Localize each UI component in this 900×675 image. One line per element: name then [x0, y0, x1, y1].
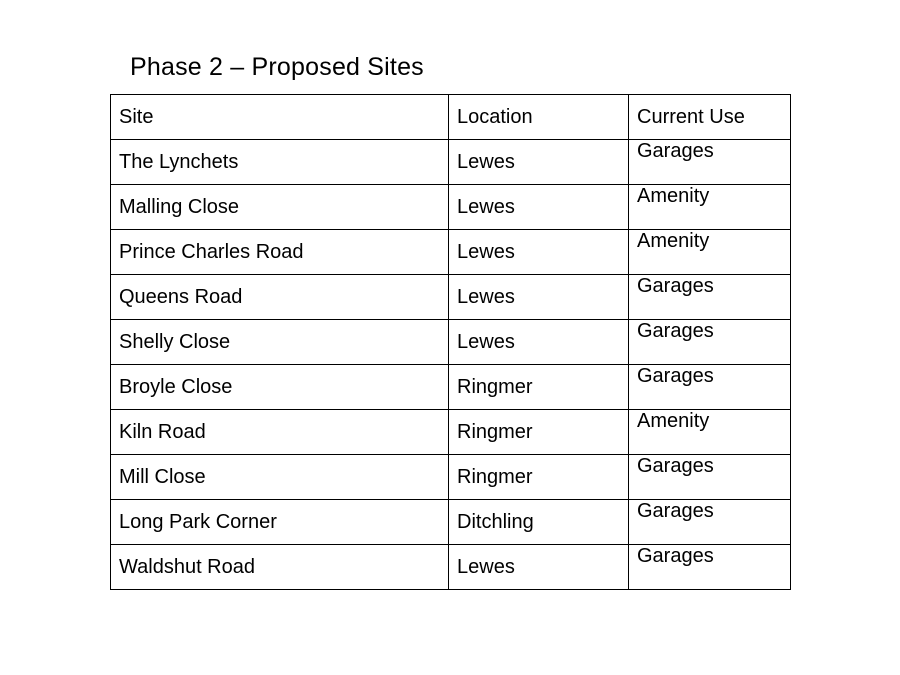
cell-current-use: Garages — [629, 320, 791, 365]
table-row — [111, 545, 791, 590]
table-row — [111, 455, 791, 500]
cell-site: Waldshut Road — [111, 545, 449, 590]
cell-site: Shelly Close — [111, 320, 449, 365]
cell-location: Lewes — [449, 545, 629, 590]
table-row — [111, 410, 791, 455]
page-title: Phase 2 – Proposed Sites — [130, 53, 424, 81]
cell-location: Lewes — [449, 275, 629, 320]
cell-location: Ringmer — [449, 455, 629, 500]
cell-current-use: Garages — [629, 365, 791, 410]
table-header-row — [111, 95, 791, 140]
cell-site: Queens Road — [111, 275, 449, 320]
cell-current-use: Garages — [629, 455, 791, 500]
cell-current-use: Garages — [629, 545, 791, 590]
cell-current-use: Amenity — [629, 410, 791, 455]
cell-location: Lewes — [449, 185, 629, 230]
cell-location: Lewes — [449, 230, 629, 275]
cell-site: Long Park Corner — [111, 500, 449, 545]
column-header-site: Site — [111, 95, 449, 140]
proposed-sites-table — [110, 94, 791, 590]
cell-site: Malling Close — [111, 185, 449, 230]
cell-site: Prince Charles Road — [111, 230, 449, 275]
cell-location: Lewes — [449, 140, 629, 185]
cell-site: Kiln Road — [111, 410, 449, 455]
cell-current-use: Garages — [629, 500, 791, 545]
table-row — [111, 320, 791, 365]
cell-current-use: Garages — [629, 275, 791, 320]
cell-current-use: Amenity — [629, 185, 791, 230]
column-header-location: Location — [449, 95, 629, 140]
cell-location: Lewes — [449, 320, 629, 365]
cell-current-use: Amenity — [629, 230, 791, 275]
cell-site: The Lynchets — [111, 140, 449, 185]
table-row — [111, 185, 791, 230]
table-row — [111, 275, 791, 320]
cell-site: Broyle Close — [111, 365, 449, 410]
table-row — [111, 365, 791, 410]
cell-location: Ringmer — [449, 365, 629, 410]
cell-site: Mill Close — [111, 455, 449, 500]
cell-current-use: Garages — [629, 140, 791, 185]
cell-location: Ditchling — [449, 500, 629, 545]
column-header-current-use: Current Use — [629, 95, 791, 140]
table-row — [111, 230, 791, 275]
table-row — [111, 140, 791, 185]
cell-location: Ringmer — [449, 410, 629, 455]
table-row — [111, 500, 791, 545]
